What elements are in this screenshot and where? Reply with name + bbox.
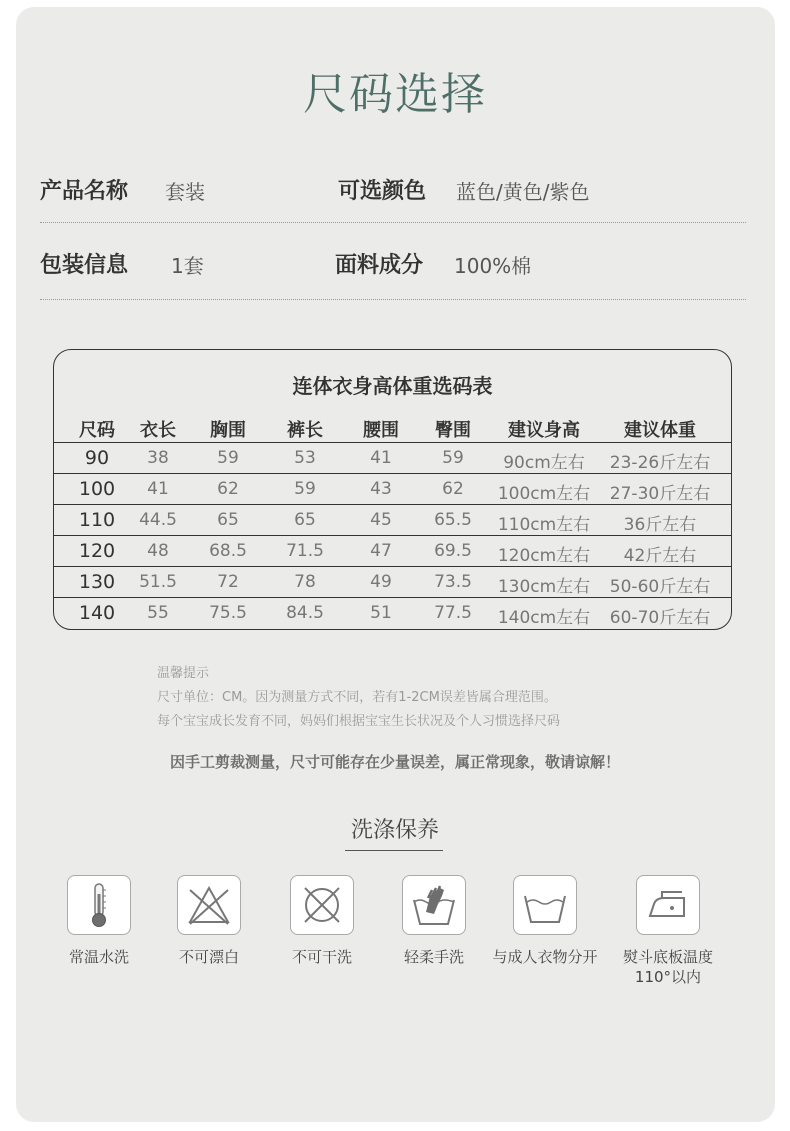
table-cell: 62 <box>442 479 464 499</box>
table-row <box>54 442 731 474</box>
header-cell: 建议体重 <box>624 420 696 441</box>
care-item <box>262 875 382 967</box>
product-name-label: 产品名称 <box>40 179 129 204</box>
table-cell: 44.5 <box>139 510 177 530</box>
header-cell: 腰围 <box>363 420 399 441</box>
table-cell: 69.5 <box>434 541 472 561</box>
table-cell: 51 <box>370 603 392 623</box>
care-item <box>149 875 269 967</box>
table-cell: 51.5 <box>139 572 177 592</box>
page-title: 尺码选择 <box>303 69 487 120</box>
thermometer-icon <box>67 875 131 935</box>
fabric-label: 面料成分 <box>335 253 424 278</box>
size-table <box>53 349 732 630</box>
table-cell: 140cm左右 <box>497 608 591 628</box>
hand-wash-icon <box>402 875 466 935</box>
care-label: 不可干洗 <box>291 948 352 966</box>
care-item <box>485 875 605 967</box>
package-label: 包装信息 <box>40 253 129 278</box>
iron-icon <box>636 875 700 935</box>
table-row <box>54 504 731 536</box>
table-row <box>54 535 731 567</box>
divider <box>40 222 746 223</box>
table-cell: 36斤左右 <box>623 515 697 535</box>
no-dry-clean-icon <box>290 875 354 935</box>
table-cell: 62 <box>217 479 239 499</box>
table-cell: 73.5 <box>434 572 472 592</box>
table-cell: 100cm左右 <box>497 484 591 504</box>
table-cell: 45 <box>370 510 392 530</box>
table-cell: 42斤左右 <box>623 546 697 566</box>
size-table-title: 连体衣身高体重选码表 <box>292 374 493 398</box>
care-label: 与成人衣物分开 <box>492 948 598 966</box>
table-cell: 59 <box>217 448 239 468</box>
tips-block <box>157 662 560 734</box>
table-row <box>54 473 731 505</box>
tips-line: 尺寸单位：CM。因为测量方式不同，若有1-2CM误差皆属合理范围。 <box>157 690 557 705</box>
tips-heading: 温馨提示 <box>157 666 210 681</box>
table-cell: 130cm左右 <box>497 577 591 597</box>
table-cell: 53 <box>294 448 316 468</box>
table-cell: 48 <box>147 541 169 561</box>
table-cell: 77.5 <box>434 603 472 623</box>
table-cell: 65.5 <box>434 510 472 530</box>
table-cell: 60-70斤左右 <box>609 608 711 628</box>
size-cell: 100 <box>78 478 116 500</box>
size-table-header <box>54 416 731 442</box>
product-name-value: 套装 <box>165 180 205 204</box>
size-cell: 90 <box>84 447 110 469</box>
table-cell: 72 <box>217 572 239 592</box>
table-cell: 27-30斤左右 <box>609 484 711 504</box>
care-title-underline <box>345 850 443 851</box>
care-label: 熨斗底板温度 110°以内 <box>622 948 713 986</box>
size-cell: 110 <box>78 509 116 531</box>
header-cell: 胸围 <box>210 420 246 441</box>
table-cell: 65 <box>294 510 316 530</box>
header-cell: 臀围 <box>435 420 471 441</box>
table-cell: 71.5 <box>286 541 324 561</box>
table-cell: 38 <box>147 448 169 468</box>
wash-tub-icon <box>513 875 577 935</box>
table-cell: 84.5 <box>286 603 324 623</box>
table-cell: 47 <box>370 541 392 561</box>
care-item <box>39 875 159 967</box>
table-cell: 23-26斤左右 <box>609 453 711 473</box>
header-cell: 衣长 <box>140 420 176 441</box>
no-bleach-icon <box>177 875 241 935</box>
table-cell: 41 <box>370 448 392 468</box>
table-row <box>54 597 731 629</box>
table-cell: 110cm左右 <box>497 515 591 535</box>
table-cell: 59 <box>442 448 464 468</box>
table-cell: 90cm左右 <box>503 453 585 473</box>
package-value: 1套 <box>171 254 204 278</box>
info-row-1 <box>40 172 746 212</box>
care-label: 轻柔手洗 <box>403 948 464 966</box>
fabric-value: 100%棉 <box>454 254 532 278</box>
table-cell: 65 <box>217 510 239 530</box>
info-row-2 <box>40 246 746 286</box>
table-cell: 55 <box>147 603 169 623</box>
tips-line: 每个宝宝成长发育不同，妈妈们根据宝宝生长状况及个人习惯选择尺码 <box>157 714 561 729</box>
table-cell: 59 <box>294 479 316 499</box>
colors-label: 可选颜色 <box>338 179 427 204</box>
care-label: 不可漂白 <box>178 948 239 966</box>
header-cell: 尺码 <box>79 420 115 441</box>
table-cell: 43 <box>370 479 392 499</box>
size-cell: 140 <box>78 602 116 624</box>
table-cell: 41 <box>147 479 169 499</box>
table-cell: 50-60斤左右 <box>609 577 711 597</box>
table-cell: 49 <box>370 572 392 592</box>
header-cell: 建议身高 <box>508 420 580 441</box>
size-cell: 120 <box>78 540 116 562</box>
care-label: 常温水洗 <box>68 948 129 966</box>
care-item <box>374 875 494 967</box>
measurement-note: 因手工剪裁测量，尺寸可能存在少量误差，属正常现象，敬请谅解！ <box>169 753 620 771</box>
care-item <box>608 875 728 987</box>
care-title: 洗涤保养 <box>350 818 439 843</box>
header-cell: 裤长 <box>287 420 323 441</box>
table-cell: 78 <box>294 572 316 592</box>
table-row <box>54 566 731 598</box>
colors-value: 蓝色/黄色/紫色 <box>456 180 590 204</box>
table-cell: 75.5 <box>209 603 247 623</box>
divider <box>40 299 746 300</box>
size-cell: 130 <box>78 571 116 593</box>
table-cell: 68.5 <box>209 541 247 561</box>
table-cell: 120cm左右 <box>497 546 591 566</box>
